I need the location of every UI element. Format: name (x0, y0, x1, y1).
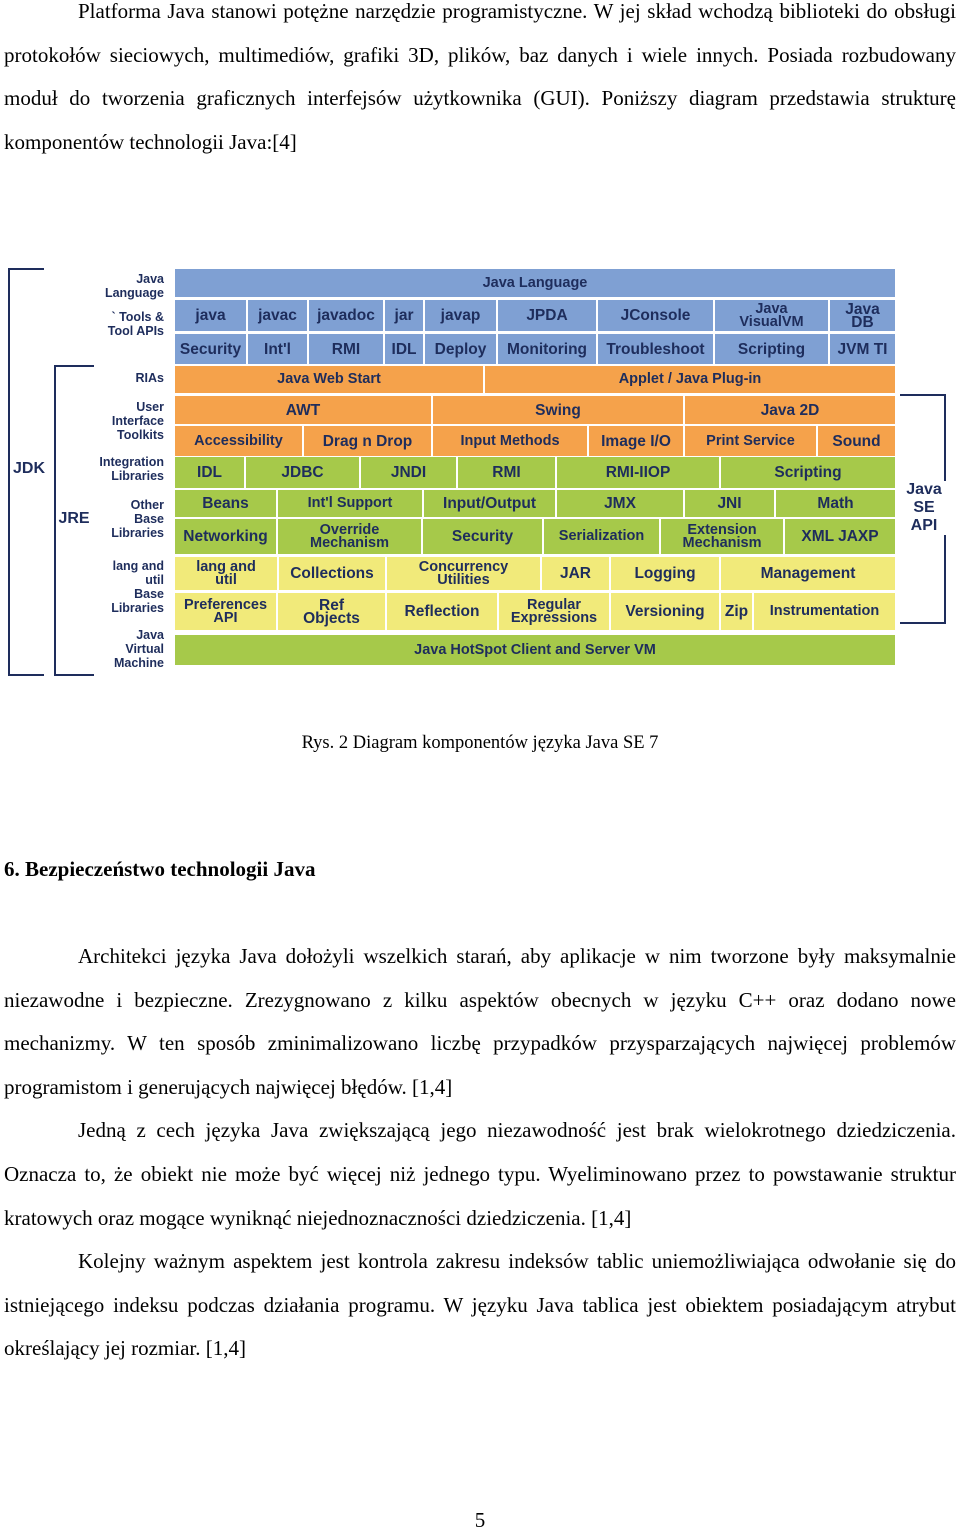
intro-paragraph: Platforma Java stanowi potężne narzędzie programistyczne. W jej skład wchodzą biblioteki do obsługi protokołów sieciowych, multimediów, grafiki 3D, plików, baz danych i wiele innych. Posiada rozbudowany moduł do tworzenia graficznych interfejsów użytkownika (GUI). Poniższy diagram przedstawia strukturę komponentów technologii Java:[4] (4, 0, 956, 154)
diagram-cell: Java VisualVM (715, 300, 828, 331)
diagram-cell: Math (776, 490, 895, 517)
paragraph-1: Architekci języka Java dołożyli wszelkich starań, aby aplikacje w nim tworzone były maksymalnie niezawodne i bezpieczne. Zrezygnowano z kilku aspektów obecnych w języku C++ oraz dodano nowe mechanizmy. W ten sposób zminimalizowano liczbę przypadków przysparzających najwięcej problemów programistom i generujących najwięcej błędów. [1,4] (4, 944, 956, 1099)
section-heading: 6. Bezpieczeństwo technologii Java (4, 857, 316, 881)
page-number: 5 (474, 1508, 486, 1532)
diagram-cell: Reflection (387, 593, 497, 630)
diagram-cell: Preferences API (175, 593, 276, 630)
diagram-cell: Networking (175, 519, 276, 554)
diagram-row-label: Java Virtual Machine (113, 628, 164, 670)
diagram-row-label: User Interface Toolkits (111, 400, 164, 442)
diagram-row-label: Java Language (104, 272, 164, 300)
diagram-cell: Ref Objects (278, 593, 385, 630)
diagram-cell: Input/Output (424, 490, 555, 517)
diagram-cell: Extension Mechanism (661, 519, 783, 554)
diagram-cell: JPDA (498, 300, 596, 331)
java-se-api-label: Java SE API (902, 481, 946, 535)
diagram-cell: Serialization (544, 519, 659, 554)
section-body (4, 935, 956, 1371)
diagram-cell: RMI (309, 334, 383, 364)
diagram-cell: JDBC (246, 457, 359, 488)
diagram-cell: jar (385, 300, 423, 331)
jre-label: JRE (56, 510, 92, 528)
diagram-cell: Instrumentation (754, 593, 895, 630)
diagram-cell: Versioning (611, 593, 719, 630)
diagram-cell: Int'l Support (278, 490, 422, 517)
diagram-row-label: RIAs (135, 371, 164, 385)
java-components-diagram (0, 262, 960, 682)
diagram-cell: java (175, 300, 246, 331)
diagram-cell: JAR (542, 557, 609, 590)
diagram-cell: Swing (433, 396, 683, 424)
diagram-cell: Applet / Java Plug-in (485, 366, 895, 393)
diagram-cell: Security (423, 519, 542, 554)
diagram-cell: Logging (611, 557, 719, 590)
diagram-cell: Scripting (715, 334, 828, 364)
diagram-cell: Override Mechanism (278, 519, 421, 554)
paragraph-3: Kolejny ważnym aspektem jest kontrola zakresu indeksów tablic uniemożliwiająca odwołanie się do istniejącego indeksu podczas działania programu. W języku Java tablica jest obiektem posiadającym atrybut określający jej rozmiar. [1,4] (4, 1249, 956, 1361)
diagram-cell: Java Language (175, 269, 895, 297)
diagram-row-label: ` Tools & Tool APIs (107, 310, 164, 338)
diagram-cell: JMX (557, 490, 683, 517)
diagram-cell: Troubleshoot (598, 334, 713, 364)
diagram-cell: Java HotSpot Client and Server VM (175, 635, 895, 665)
diagram-cell: JConsole (598, 300, 713, 331)
diagram-cell: Management (721, 557, 895, 590)
diagram-row-label: lang and util Base Libraries (111, 559, 164, 615)
diagram-cell: Regular Expressions (499, 593, 609, 630)
diagram-cell: XML JAXP (785, 519, 895, 554)
diagram-cell: JNI (685, 490, 774, 517)
diagram-cell: Security (175, 334, 246, 364)
diagram-cell: lang and util (175, 557, 277, 590)
diagram-cell: Beans (175, 490, 276, 517)
figure-caption: Rys. 2 Diagram komponentów języka Java SE 7 (301, 733, 659, 753)
diagram-cell: Int'l (248, 334, 307, 364)
diagram-cell: Deploy (425, 334, 496, 364)
diagram-cell: AWT (175, 396, 431, 424)
diagram-cell: Print Service (685, 426, 816, 456)
diagram-cell: javac (248, 300, 307, 331)
diagram-cell: Java DB (830, 300, 895, 331)
diagram-cell: Java 2D (685, 396, 895, 424)
diagram-cell: Image I/O (589, 426, 683, 456)
jdk-label: JDK (10, 460, 48, 478)
diagram-cell: Concurrency Utilities (387, 557, 540, 590)
diagram-cell: Zip (721, 593, 752, 630)
diagram-cell: javadoc (309, 300, 383, 331)
diagram-cell: JVM TI (830, 334, 895, 364)
diagram-cell: Monitoring (498, 334, 596, 364)
diagram-cell: Collections (279, 557, 385, 590)
diagram-cell: JNDI (361, 457, 456, 488)
diagram-cell: Accessibility (175, 426, 302, 456)
diagram-cell: IDL (385, 334, 423, 364)
diagram-cell: RMI-IIOP (557, 457, 719, 488)
diagram-row-label: Other Base Libraries (111, 498, 164, 540)
diagram-cell: Drag n Drop (304, 426, 431, 456)
diagram-cell: Scripting (721, 457, 895, 488)
diagram-cell: IDL (175, 457, 244, 488)
diagram-cell: Sound (818, 426, 895, 456)
diagram-cell: RMI (458, 457, 555, 488)
diagram-cell: Input Methods (433, 426, 587, 456)
diagram-cell: Java Web Start (175, 366, 483, 393)
diagram-row-label: Integration Libraries (99, 455, 164, 483)
paragraph-2: Jedną z cech języka Java zwiększającą jego niezawodność jest brak wielokrotnego dziedziczenia. Oznacza to, że obiekt nie może być więcej niż jednego typu. Wyeliminowano przez to powstawanie struktur kratowych oraz mogące wyniknąć niejednoznaczności dziedziczenia. [1,4] (4, 1118, 956, 1230)
diagram-cell: javap (425, 300, 496, 331)
